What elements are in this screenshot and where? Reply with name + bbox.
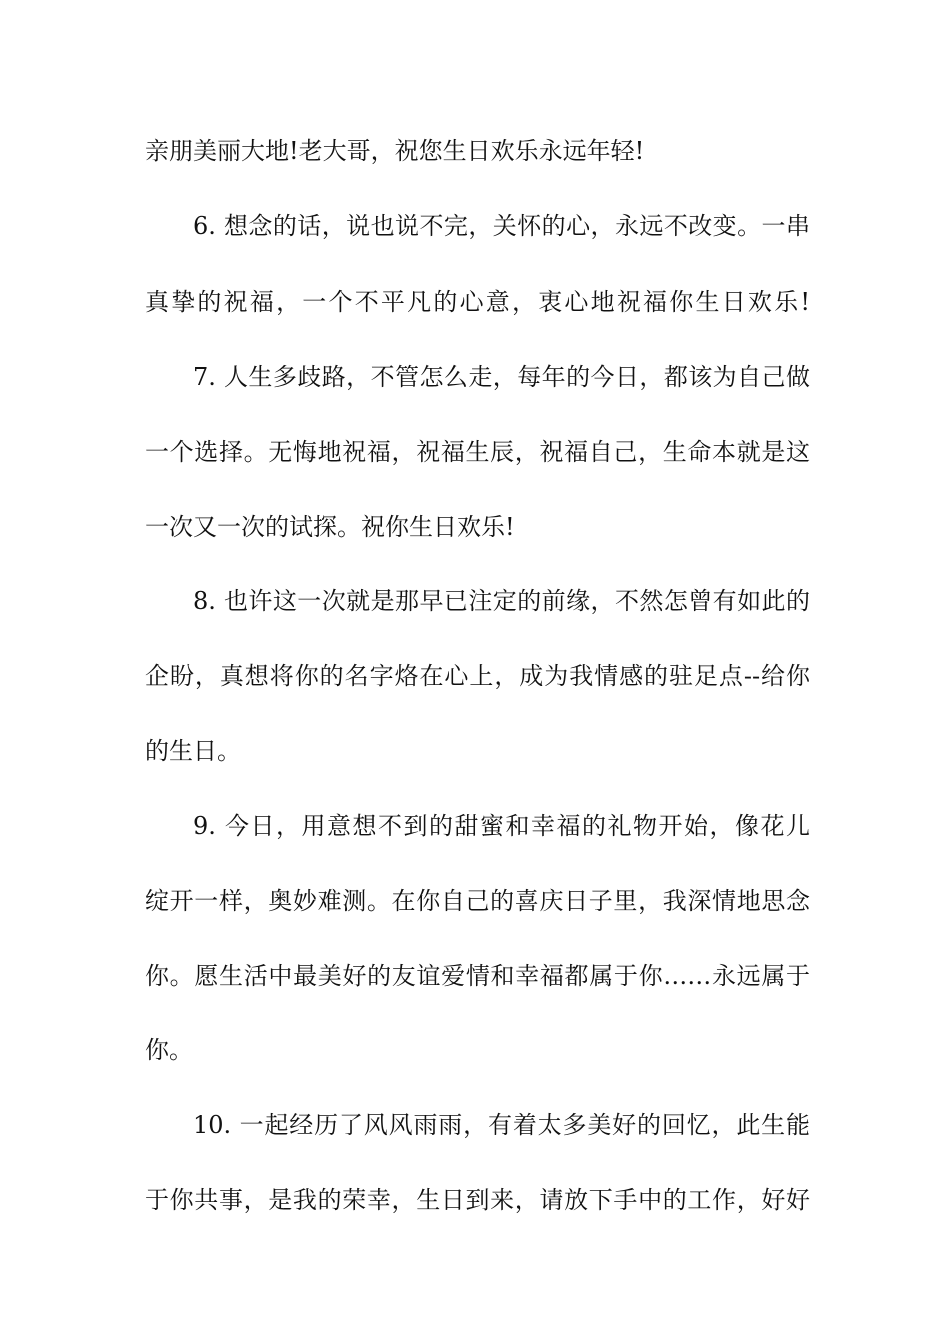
- text-line: 企盼，真想将你的名字烙在心上，成为我情感的驻足点--给你: [145, 662, 810, 690]
- text-line: 的生日。: [145, 737, 241, 765]
- text-line: 10. 一起经历了风风雨雨，有着太多美好的回忆，此生能: [193, 1111, 810, 1139]
- text-line: 亲朋美丽大地!老大哥，祝您生日欢乐永远年轻!: [145, 137, 645, 165]
- text-line: 于你共事，是我的荣幸，生日到来，请放下手中的工作，好好: [145, 1186, 810, 1214]
- text-line: 真挚的祝福，一个不平凡的心意，衷心地祝福你生日欢乐!: [145, 288, 810, 316]
- text-line: 6. 想念的话，说也说不完，关怀的心，永远不改变。一串: [193, 212, 810, 240]
- text-line: 你。愿生活中最美好的友谊爱情和幸福都属于你……永远属于: [145, 962, 810, 990]
- text-line: 7. 人生多歧路，不管怎么走，每年的今日，都该为自己做: [193, 363, 810, 391]
- text-line: 你。: [145, 1036, 193, 1064]
- text-line: 8. 也许这一次就是那早已注定的前缘，不然怎曾有如此的: [193, 587, 810, 615]
- text-line: 一次又一次的试探。祝你生日欢乐!: [145, 513, 515, 541]
- text-line: 绽开一样，奥妙难测。在你自己的喜庆日子里，我深情地思念: [145, 887, 810, 915]
- text-line: 一个选择。无悔地祝福，祝福生辰，祝福自己，生命本就是这: [145, 438, 810, 466]
- text-line: 9. 今日，用意想不到的甜蜜和幸福的礼物开始，像花儿: [193, 812, 810, 840]
